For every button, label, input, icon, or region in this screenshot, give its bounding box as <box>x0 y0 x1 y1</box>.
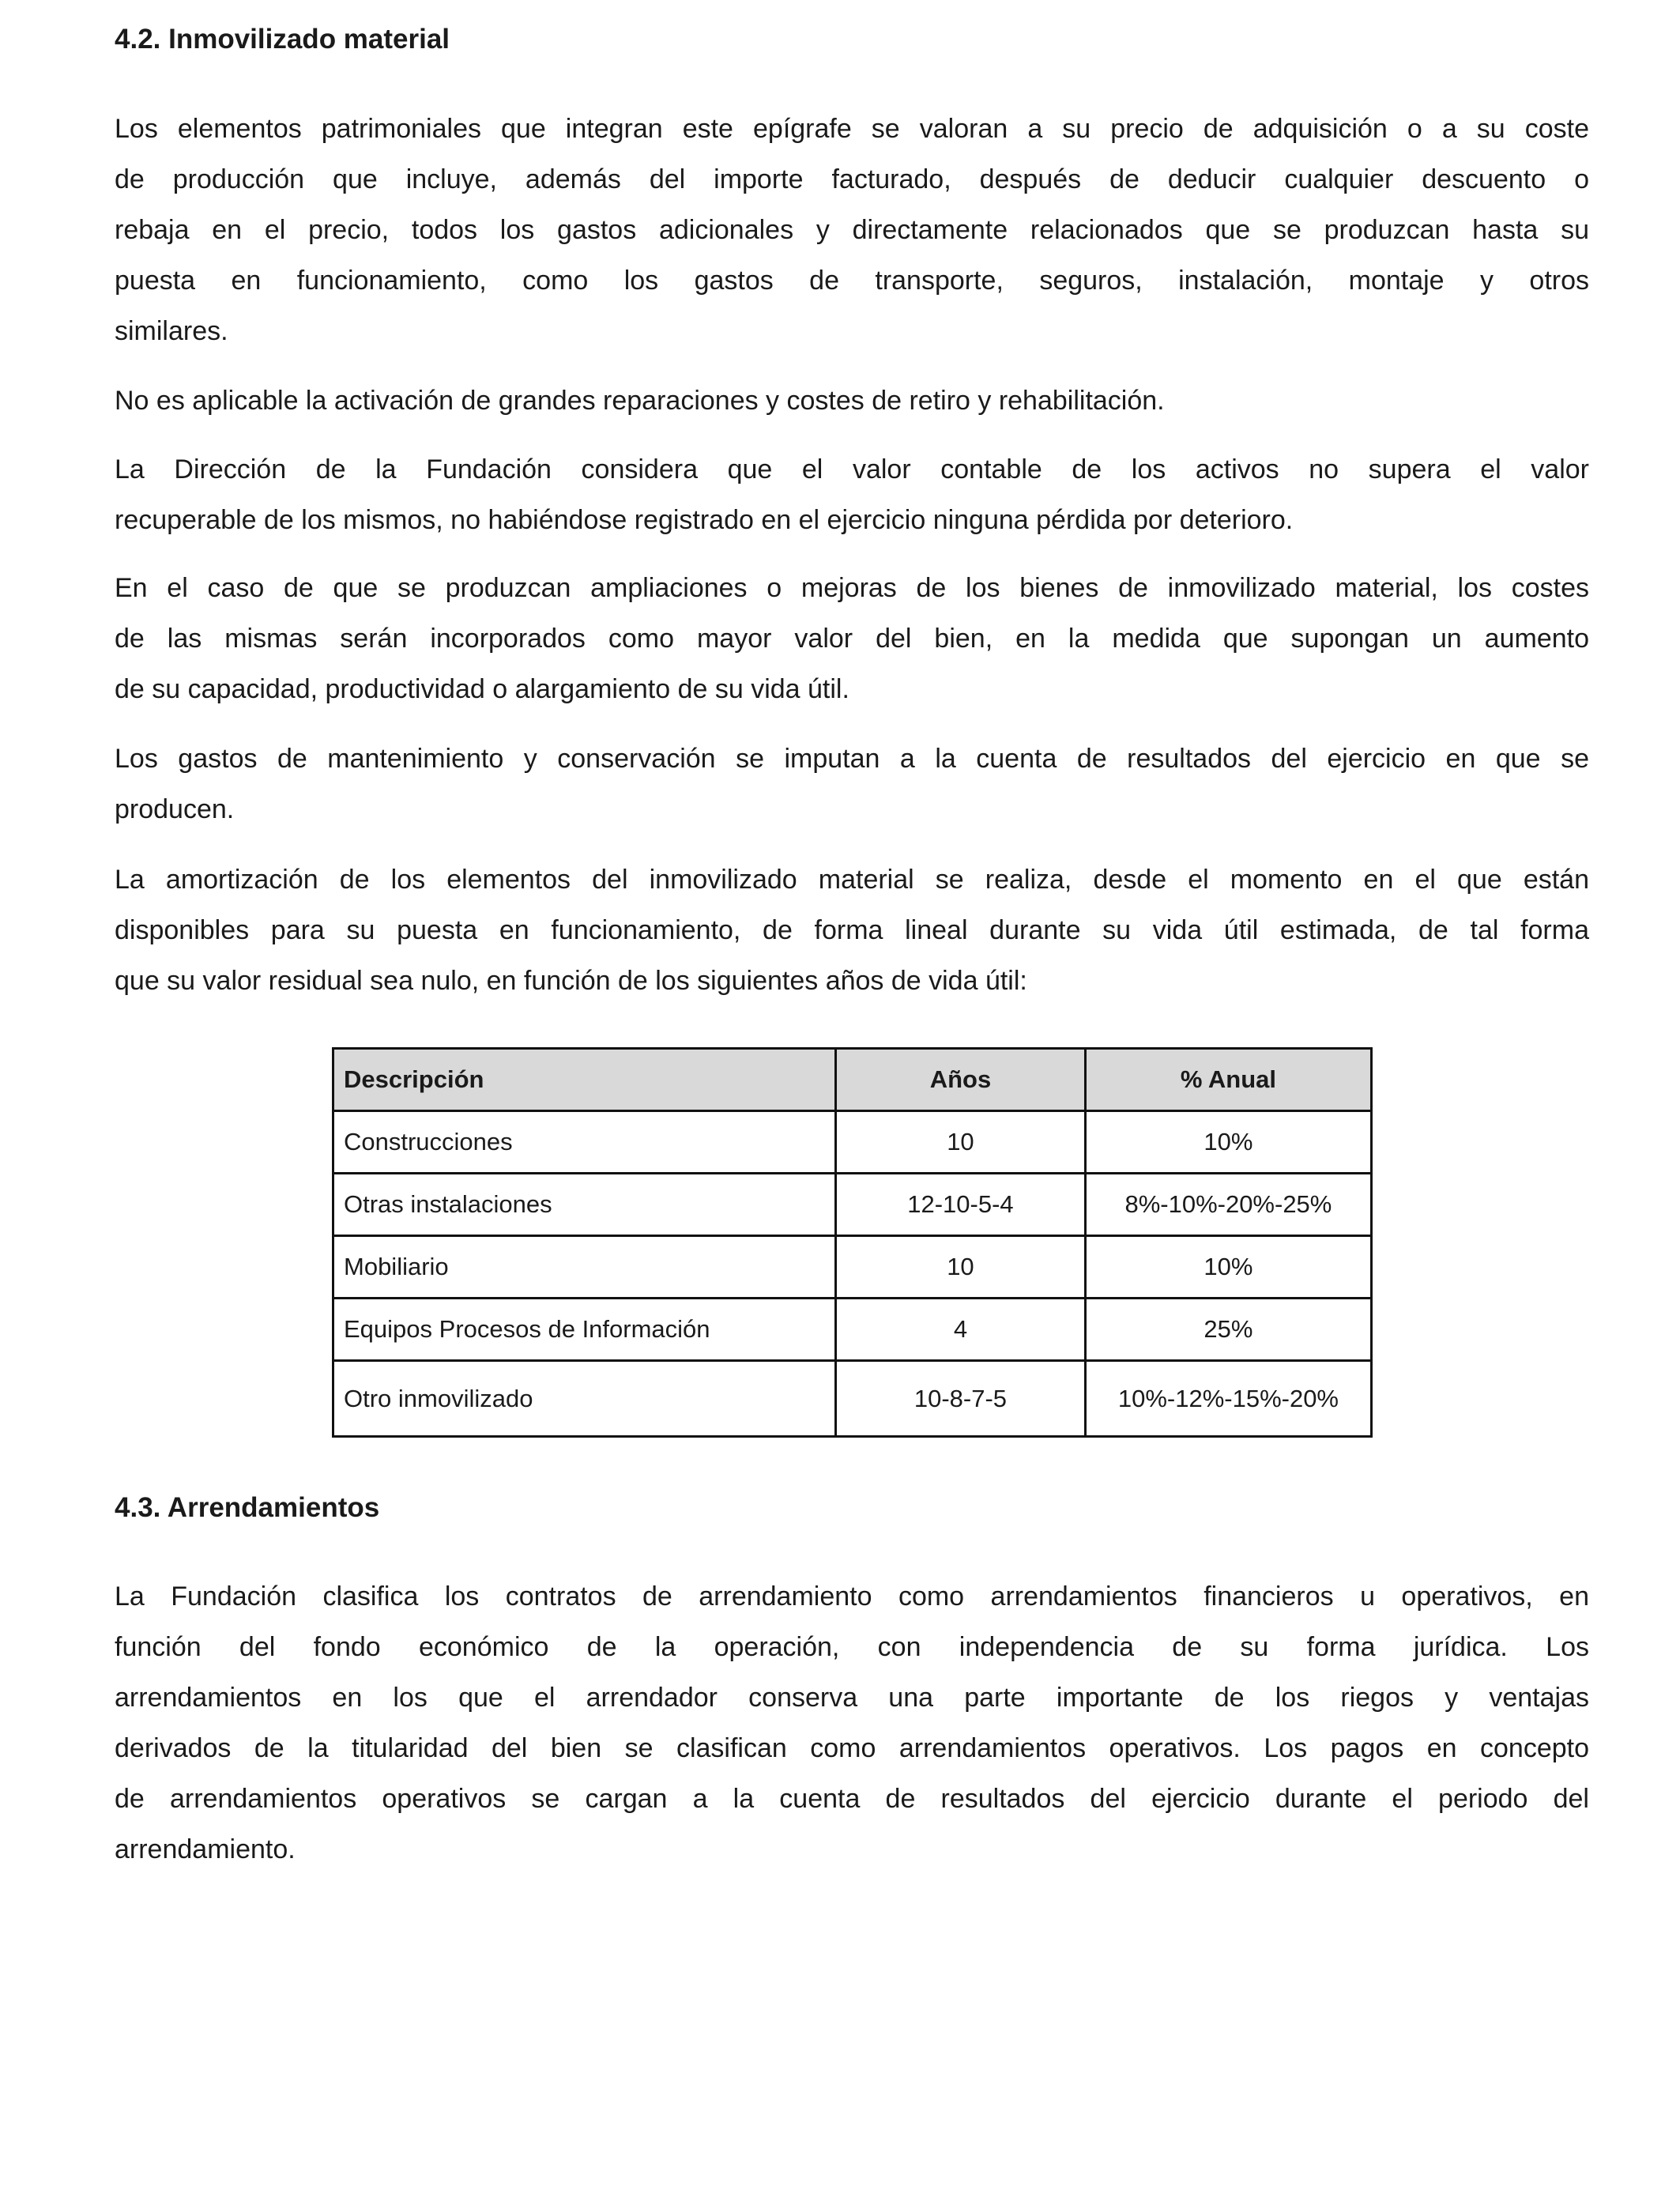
table-cell: Mobiliario <box>333 1236 836 1299</box>
table-row <box>333 1111 1372 1174</box>
text-line: En el caso de que se produzcan ampliaciones o mejoras de los bienes de inmovilizado material, los costes <box>115 573 1589 603</box>
table-cell: 25% <box>1085 1299 1371 1361</box>
text-line: recuperable de los mismos, no habiéndose registrado en el ejercicio ninguna pérdida por deterioro. <box>115 505 1294 535</box>
text-line: de las mismas serán incorporados como mayor valor del bien, en la medida que supongan un aumento <box>115 624 1589 654</box>
paragraph <box>115 444 1589 545</box>
text-line: que su valor residual sea nulo, en función de los siguientes años de vida útil: <box>115 966 1027 996</box>
text-line: La Dirección de la Fundación considera que el valor contable de los activos no supera el valor <box>115 454 1589 484</box>
text-line: La amortización de los elementos del inmovilizado material se realiza, desde el momento en el que están <box>115 865 1589 895</box>
paragraph <box>115 733 1589 835</box>
table-row <box>333 1299 1372 1361</box>
table-header-row <box>333 1049 1372 1111</box>
table-cell: 10-8-7-5 <box>836 1361 1086 1437</box>
table-cell: Construcciones <box>333 1111 836 1174</box>
paragraph <box>115 104 1589 356</box>
text-line: Los elementos patrimoniales que integran este epígrafe se valoran a su precio de adquisición o a su coste <box>115 114 1589 144</box>
table-cell: 4 <box>836 1299 1086 1361</box>
paragraph <box>115 563 1589 714</box>
column-header: Años <box>836 1049 1086 1111</box>
column-header: Descripción <box>333 1049 836 1111</box>
table-row <box>333 1236 1372 1299</box>
text-line: función del fondo económico de la operación, con independencia de su forma jurídica. Los <box>115 1632 1589 1662</box>
text-line: producen. <box>115 794 235 824</box>
text-line: La Fundación clasifica los contratos de arrendamiento como arrendamientos financieros u operativos, en <box>115 1581 1589 1612</box>
table-cell: 10%-12%-15%-20% <box>1085 1361 1371 1437</box>
column-header: % Anual <box>1085 1049 1371 1111</box>
table-row <box>333 1174 1372 1236</box>
text-line: Los gastos de mantenimiento y conservación se imputan a la cuenta de resultados del ejercicio en que se <box>115 744 1589 774</box>
text-line: de arrendamientos operativos se cargan a la cuenta de resultados del ejercicio durante el periodo del <box>115 1784 1589 1814</box>
text-line: derivados de la titularidad del bien se clasifican como arrendamientos operativos. Los pagos en concepto <box>115 1733 1589 1763</box>
text-line: similares. <box>115 316 228 346</box>
table-cell: 10% <box>1085 1236 1371 1299</box>
table-cell: 10% <box>1085 1111 1371 1174</box>
amortization-table <box>332 1047 1373 1438</box>
table-cell: Otras instalaciones <box>333 1174 836 1236</box>
text-line: de su capacidad, productividad o alargamiento de su vida útil. <box>115 674 849 704</box>
section-heading-arrendamientos: 4.3. Arrendamientos <box>115 1492 380 1523</box>
paragraph <box>115 1571 1589 1875</box>
table-cell: 10 <box>836 1111 1086 1174</box>
table-cell: Equipos Procesos de Información <box>333 1299 836 1361</box>
paragraph <box>115 854 1589 1006</box>
text-line: No es aplicable la activación de grandes reparaciones y costes de retiro y rehabilitación. <box>115 386 1165 416</box>
text-line: rebaja en el precio, todos los gastos adicionales y directamente relacionados que se produzcan hasta su <box>115 215 1589 245</box>
section-heading-inmovilizado: 4.2. Inmovilizado material <box>115 24 450 55</box>
table-cell: 8%-10%-20%-25% <box>1085 1174 1371 1236</box>
text-line: puesta en funcionamiento, como los gastos de transporte, seguros, instalación, montaje y otros <box>115 266 1589 296</box>
text-line: arrendamiento. <box>115 1834 296 1864</box>
table-cell: 12-10-5-4 <box>836 1174 1086 1236</box>
paragraph <box>115 375 1589 426</box>
table-cell: 10 <box>836 1236 1086 1299</box>
text-line: de producción que incluye, además del importe facturado, después de deducir cualquier descuento o <box>115 164 1589 194</box>
table-row <box>333 1361 1372 1437</box>
text-line: disponibles para su puesta en funcionamiento, de forma lineal durante su vida útil estimada, de tal forma <box>115 915 1589 945</box>
text-line: arrendamientos en los que el arrendador conserva una parte importante de los riegos y ventajas <box>115 1683 1589 1713</box>
table-cell: Otro inmovilizado <box>333 1361 836 1437</box>
